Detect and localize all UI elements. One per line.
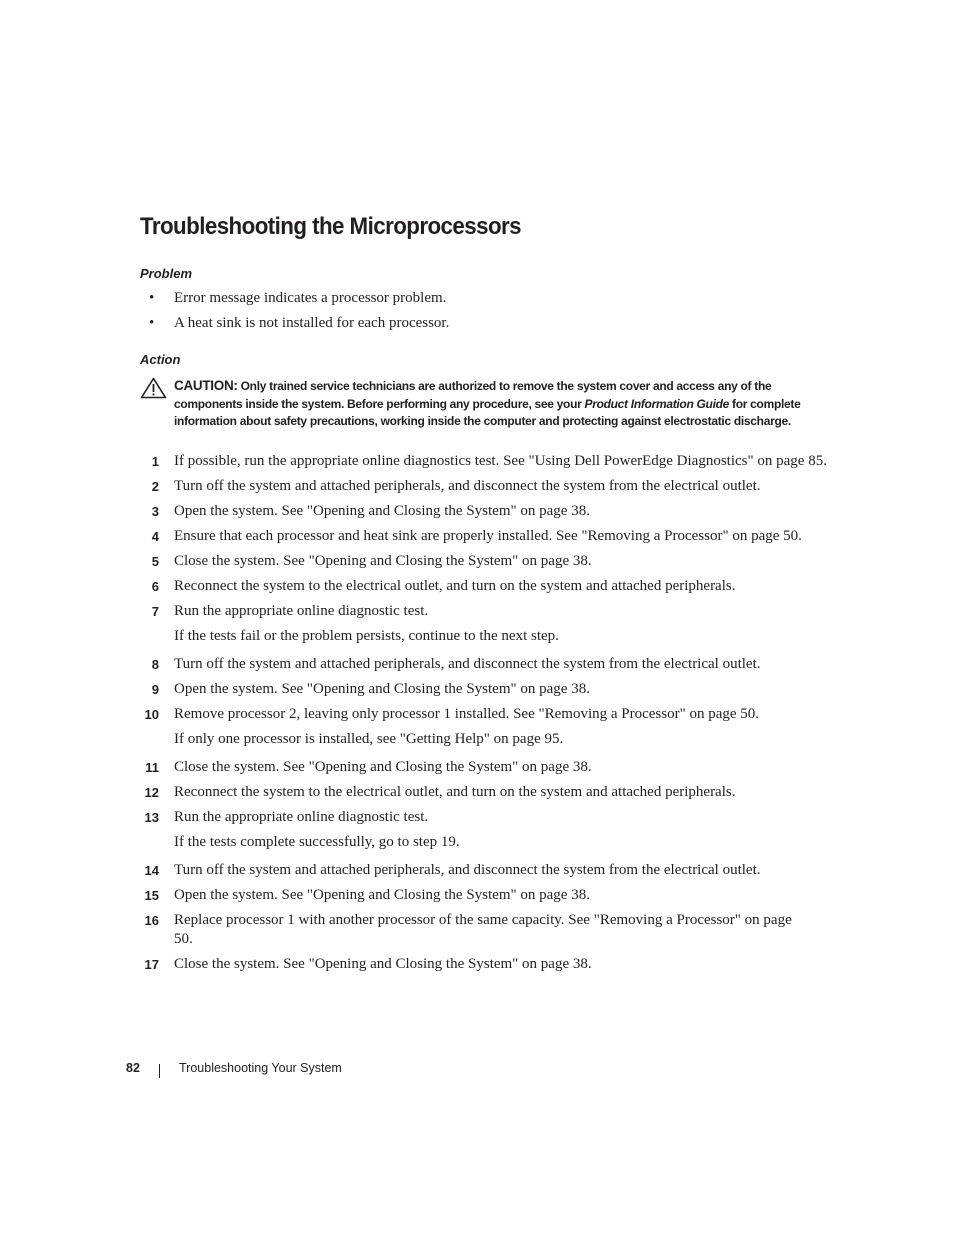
warning-triangle-icon <box>140 377 167 399</box>
caution-text <box>174 377 824 431</box>
step-text: Turn off the system and attached peripherals, and disconnect the system from the electrical outlet. <box>174 656 761 672</box>
step-item <box>140 886 830 905</box>
step-text: Open the system. See "Opening and Closing the System" on page 38. <box>174 503 590 519</box>
step-item <box>140 477 830 496</box>
step-note: If only one processor is installed, see "Getting Help" on page 95. <box>174 731 564 747</box>
step-item <box>140 955 830 974</box>
step-number: 10 <box>144 707 159 722</box>
step-number: 8 <box>151 657 159 672</box>
step-text: Remove processor 2, leaving only processor 1 installed. See "Removing a Processor" on page 50. <box>174 706 760 722</box>
step-number: 14 <box>144 863 159 878</box>
step-note: If the tests fail or the problem persists, continue to the next step. <box>174 628 559 644</box>
step-text: Close the system. See "Opening and Closing the System" on page 38. <box>174 553 592 569</box>
problem-text: Error message indicates a processor problem. <box>174 290 447 306</box>
step-item <box>140 502 830 521</box>
page-footer <box>126 1061 342 1075</box>
step-item <box>140 452 830 471</box>
action-heading: Action <box>140 352 181 367</box>
step-item <box>140 808 830 852</box>
step-number: 6 <box>151 579 159 594</box>
step-text: Run the appropriate online diagnostic test. <box>174 809 429 825</box>
caution-notice <box>140 377 830 431</box>
step-item <box>140 783 830 802</box>
step-item <box>140 758 830 777</box>
step-text: If possible, run the appropriate online diagnostics test. See "Using Dell PowerEdge Diagnostics" on page 85. <box>174 453 827 469</box>
step-number: 11 <box>145 760 159 775</box>
footer-divider <box>159 1064 160 1078</box>
action-steps <box>140 452 830 980</box>
problem-text: A heat sink is not installed for each processor. <box>174 315 450 331</box>
step-item <box>140 552 830 571</box>
bullet-icon: • <box>149 290 155 306</box>
bullet-icon: • <box>149 315 155 331</box>
step-number: 5 <box>151 554 159 569</box>
step-item <box>140 861 830 880</box>
step-item <box>140 577 830 596</box>
list-item <box>140 314 840 339</box>
step-number: 9 <box>151 682 159 697</box>
problem-list <box>140 289 840 339</box>
step-item <box>140 680 830 699</box>
step-number: 12 <box>144 785 159 800</box>
step-number: 13 <box>144 810 159 825</box>
step-text: Turn off the system and attached peripherals, and disconnect the system from the electrical outlet. <box>174 862 761 878</box>
step-number: 15 <box>144 888 159 903</box>
list-item <box>140 289 840 314</box>
caution-body-end: for complete information about safety precautions, working inside the computer and protecting against electrostatic discharge. <box>174 396 801 428</box>
step-text: Open the system. See "Opening and Closing the System" on page 38. <box>174 887 590 903</box>
step-item <box>140 527 830 546</box>
step-text: Reconnect the system to the electrical outlet, and turn on the system and attached peripherals. <box>174 578 736 594</box>
footer-section-title: Troubleshooting Your System <box>179 1061 342 1075</box>
step-item <box>140 705 830 749</box>
step-text: Close the system. See "Opening and Closing the System" on page 38. <box>174 956 592 972</box>
caution-label: CAUTION: <box>174 378 238 393</box>
step-number: 2 <box>151 479 159 494</box>
step-text: Open the system. See "Opening and Closing the System" on page 38. <box>174 681 590 697</box>
step-number: 1 <box>151 454 159 469</box>
step-number: 17 <box>144 957 159 972</box>
page-title: Troubleshooting the Microprocessors <box>140 213 522 240</box>
step-number: 3 <box>151 504 159 519</box>
step-text: Close the system. See "Opening and Closing the System" on page 38. <box>174 759 592 775</box>
step-text: Turn off the system and attached peripherals, and disconnect the system from the electrical outlet. <box>174 478 761 494</box>
step-note: If the tests complete successfully, go to step 19. <box>174 834 460 850</box>
step-item <box>140 655 830 674</box>
caution-body: Only trained service technicians are authorized to remove the system cover and access any of the components inside the system. Before performing any procedure, see your <box>174 379 772 411</box>
problem-heading: Problem <box>140 266 193 281</box>
step-number: 4 <box>151 529 159 544</box>
step-item <box>140 911 794 949</box>
guide-title: Product Information Guide <box>584 396 730 411</box>
step-item <box>140 602 830 646</box>
step-number: 16 <box>144 913 159 928</box>
step-number: 7 <box>151 604 159 619</box>
step-text: Replace processor 1 with another processor of the same capacity. See "Removing a Processor" on page 50. <box>174 912 792 947</box>
step-text: Ensure that each processor and heat sink are properly installed. See "Removing a Processor" on page 50. <box>174 528 802 544</box>
step-text: Reconnect the system to the electrical outlet, and turn on the system and attached peripherals. <box>174 784 736 800</box>
page-number: 82 <box>126 1061 140 1075</box>
step-text: Run the appropriate online diagnostic test. <box>174 603 429 619</box>
